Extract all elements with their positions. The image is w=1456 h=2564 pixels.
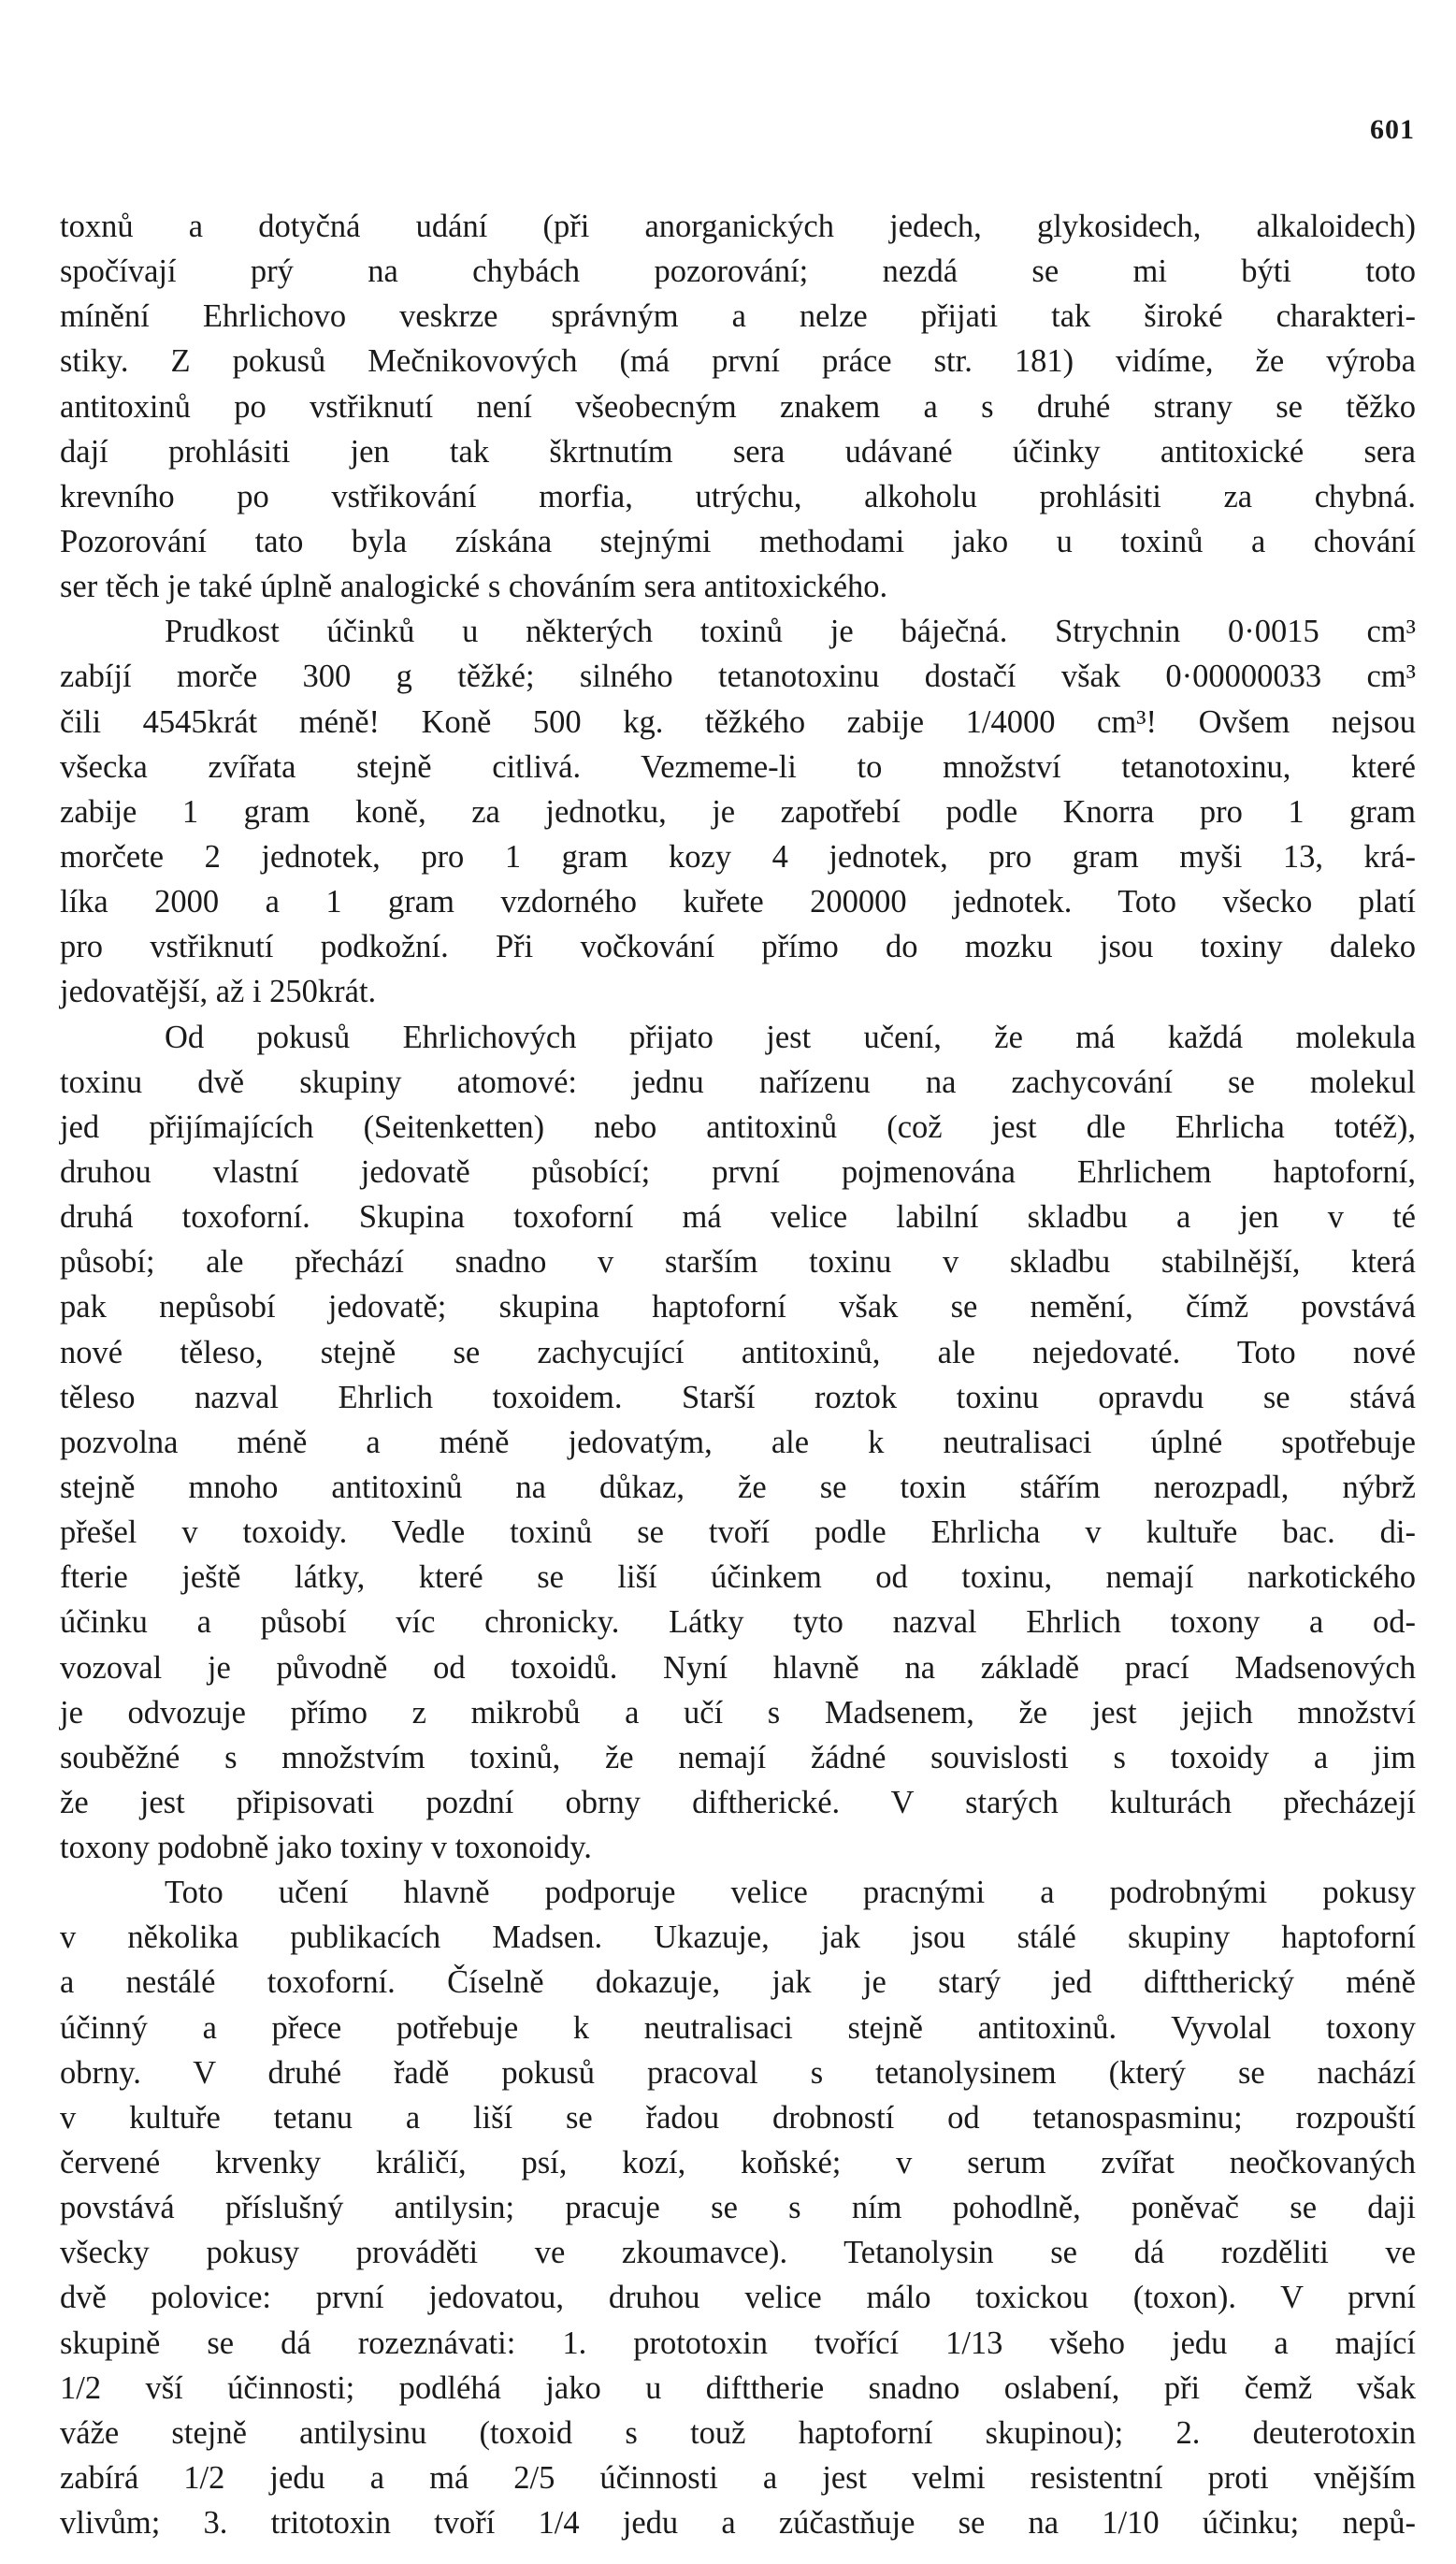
text-line: antitoxinů po vstřiknutí není všeobecným znakem a s druhé strany se těžko bbox=[60, 388, 1416, 425]
text-line: druhá toxoforní. Skupina toxoforní má velice labilní skladbu a jen v té bbox=[60, 1199, 1416, 1236]
text-line: mínění Ehrlichovo veskrze správným a nelze přijati tak široké charakteri- bbox=[60, 298, 1416, 335]
text-line: vlivům; 3. tritotoxin tvoří 1/4 jedu a zúčastňuje se na 1/10 účinku; nepů- bbox=[60, 2505, 1416, 2542]
text-line: fterie ještě látky, které se liší účinkem od toxinu, nemají narkotického bbox=[60, 1559, 1416, 1596]
text-line: Prudkost účinků u některých toxinů je báječná. Strychnin 0·0015 cm³ bbox=[165, 614, 1416, 650]
text-line: ser těch je také úplně analogické s chováním sera antitoxického. bbox=[60, 569, 888, 605]
text-line: toxinu dvě skupiny atomové: jednu nařízenu na zachycování se molekul bbox=[60, 1064, 1416, 1100]
text-line: spočívají prý na chybách pozorování; nezdá se mi býti toto bbox=[60, 254, 1416, 290]
text-line: vozoval je původně od toxoidů. Nyní hlavně na základě prací Madsenových bbox=[60, 1649, 1416, 1686]
text-line: 1/2 vší účinnosti; podléhá jako u difttherie snadno oslabení, při čemž však bbox=[60, 2369, 1416, 2406]
text-line: přešel v toxoidy. Vedle toxinů se tvoří podle Ehrlicha v kultuře bac. di- bbox=[60, 1514, 1416, 1551]
text-line: všecka zvířata stejně citlivá. Vezmeme-li to množství tetanotoxinu, které bbox=[60, 748, 1416, 785]
text-line: zabije 1 gram koně, za jednotku, je zapotřebí podle Knorra pro 1 gram bbox=[60, 793, 1416, 830]
text-line: nové těleso, stejně se zachycující antitoxinů, ale nejedovaté. Toto nové bbox=[60, 1334, 1416, 1370]
text-line: druhou vlastní jedovatě působící; první pojmenována Ehrlichem haptoforní, bbox=[60, 1153, 1416, 1190]
text-line: morčete 2 jednotek, pro 1 gram kozy 4 jednotek, pro gram myši 13, krá- bbox=[60, 838, 1416, 875]
text-line: je odvozuje přímo z mikrobů a učí s Madsenem, že jest jejich množství bbox=[60, 1694, 1416, 1731]
text-line: jedovatější, až i 250krát. bbox=[60, 974, 377, 1010]
text-line: skupině se dá rozeznávati: 1. prototoxin tvořící 1/13 všeho jedu a mající bbox=[60, 2325, 1416, 2361]
text-line: pozvolna méně a méně jedovatým, ale k neutralisaci úplné spotřebuje bbox=[60, 1424, 1416, 1460]
text-line: líka 2000 a 1 gram vzdorného kuřete 200000 jednotek. Toto všecko platí bbox=[60, 884, 1416, 920]
text-line: dvě polovice: první jedovatou, druhou velice málo toxickou (toxon). V první bbox=[60, 2280, 1416, 2316]
text-line: dají prohlásiti jen tak škrtnutím sera udávané účinky antitoxické sera bbox=[60, 433, 1416, 470]
text-line: obrny. V druhé řadě pokusů pracoval s tetanolysinem (který se nachází bbox=[60, 2054, 1416, 2091]
text-line: pak nepůsobí jedovatě; skupina haptoforní však se nemění, čímž povstává bbox=[60, 1289, 1416, 1325]
text-line: zabírá 1/2 jedu a má 2/5 účinnosti a jest velmi resistentní proti vnějším bbox=[60, 2460, 1416, 2497]
text-line: povstává příslušný antilysin; pracuje se s ním pohodlně, poněvač se daji bbox=[60, 2190, 1416, 2226]
text-line: souběžné s množstvím toxinů, že nemají žádné souvislosti s toxoidy a jim bbox=[60, 1739, 1416, 1775]
text-line: jed přijímajících (Seitenketten) nebo antitoxinů (což jest dle Ehrlicha totéž), bbox=[60, 1108, 1416, 1145]
text-line: zabíjí morče 300 g těžké; silného tetanotoxinu dostačí však 0·00000033 cm³ bbox=[60, 659, 1416, 695]
text-line: všecky pokusy prováděti ve zkoumavce). Tetanolysin se dá rozděliti ve bbox=[60, 2235, 1416, 2271]
text-line: v kultuře tetanu a liší se řadou drobností od tetanospasminu; rozpouští bbox=[60, 2099, 1416, 2136]
text-line: těleso nazval Ehrlich toxoidem. Starší roztok toxinu opravdu se stává bbox=[60, 1379, 1416, 1415]
text-line: Pozorování tato byla získána stejnými methodami jako u toxinů a chování bbox=[60, 523, 1416, 559]
text-line: Od pokusů Ehrlichových přijato jest učení, že má každá molekula bbox=[165, 1019, 1416, 1055]
text-line: působí; ale přechází snadno v starším toxinu v skladbu stabilnější, která bbox=[60, 1244, 1416, 1281]
text-line: červené krvenky králičí, psí, kozí, koňské; v serum zvířat neočkovaných bbox=[60, 2145, 1416, 2181]
text-line: stejně mnoho antitoxinů na důkaz, že se toxin stářím nerozpadl, nýbrž bbox=[60, 1469, 1416, 1505]
text-line: účinku a působí víc chronicky. Látky tyto nazval Ehrlich toxony a od- bbox=[60, 1604, 1416, 1641]
text-line: Toto učení hlavně podporuje velice pracnými a podrobnými pokusy bbox=[165, 1875, 1416, 1911]
body-text bbox=[60, 204, 1416, 2545]
text-line: že jest připisovati pozdní obrny diftherické. V starých kulturách přecházejí bbox=[60, 1784, 1416, 1820]
text-line: váže stejně antilysinu (toxoid s touž haptoforní skupinou); 2. deuterotoxin bbox=[60, 2414, 1416, 2451]
text-line: a nestálé toxoforní. Číselně dokazuje, jak je starý jed difttherický méně bbox=[60, 1964, 1416, 2001]
text-line: stiky. Z pokusů Mečnikovových (má první práce str. 181) vidíme, že výroba bbox=[60, 343, 1416, 380]
page-number: 601 bbox=[1370, 114, 1415, 145]
text-line: toxony podobně jako toxiny v toxonoidy. bbox=[60, 1830, 592, 1866]
text-line: krevního po vstřikování morfia, utrýchu, alkoholu prohlásiti za chybná. bbox=[60, 478, 1416, 514]
text-line: čili 4545krát méně! Koně 500 kg. těžkého zabije 1/4000 cm³! Ovšem nejsou bbox=[60, 703, 1416, 740]
text-line: v několika publikacích Madsen. Ukazuje, jak jsou stálé skupiny haptoforní bbox=[60, 1919, 1416, 1956]
text-line: účinný a přece potřebuje k neutralisaci stejně antitoxinů. Vyvolal toxony bbox=[60, 2009, 1416, 2046]
text-line: toxnů a dotyčná udání (při anorganických jedech, glykosidech, alkaloidech) bbox=[60, 209, 1416, 244]
text-line: pro vstřiknutí podkožní. Při vočkování přímo do mozku jsou toxiny daleko bbox=[60, 929, 1416, 965]
